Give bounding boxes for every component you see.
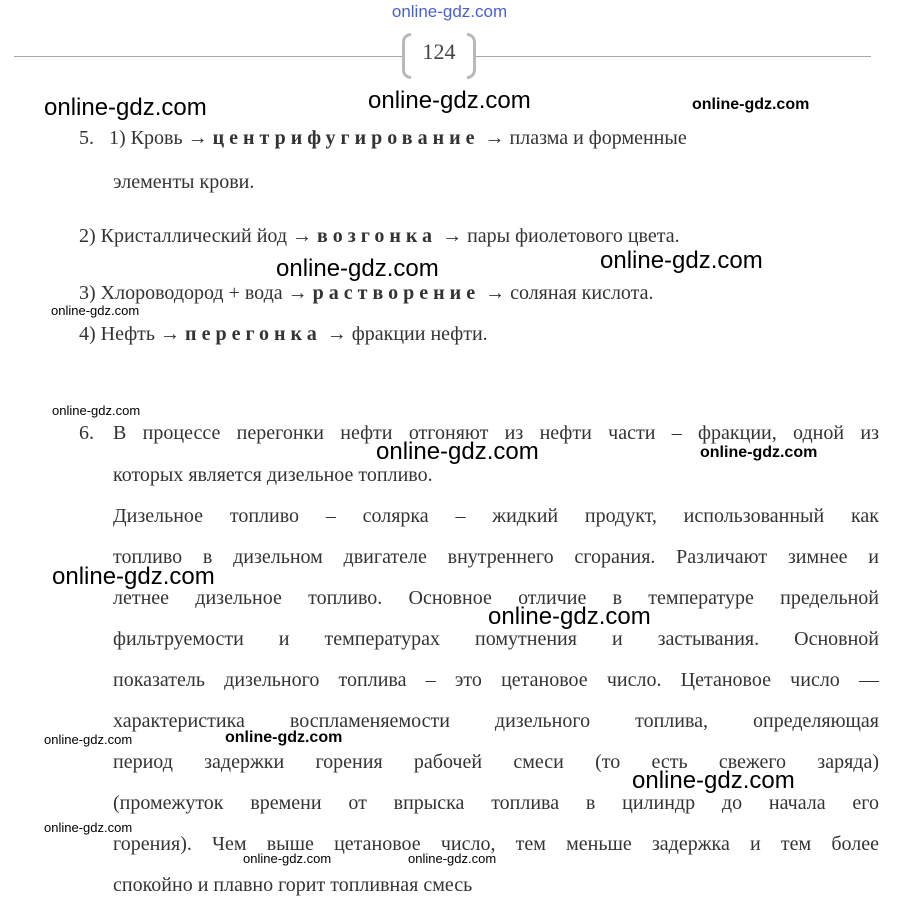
item6-line: (промежуток времени от впрыска топлива в цилиндр до начала его [113, 792, 879, 814]
watermark: online-gdz.com [488, 603, 651, 630]
item5-l3-pre: 3) Хлороводород + вода → [79, 282, 308, 304]
item6-line: показатель дизельного топлива – это цетановое число. Цетановое число — [113, 669, 879, 691]
item5-line4 [79, 322, 488, 346]
item5-l1-post: → плазма и форменные [484, 127, 687, 149]
watermark: online-gdz.com [52, 403, 141, 418]
watermark: online-gdz.com [243, 851, 332, 866]
item5-l4-post: → фракции нефти. [326, 323, 488, 345]
item6-line: которых является дизельное топливо. [113, 464, 433, 486]
item5-line1-cont: элементы крови. [113, 171, 255, 193]
item6-line: В процессе перегонки нефти отгоняют из нефти части – фракции, одной из [113, 422, 879, 444]
item5-line3 [79, 281, 654, 305]
watermark: online-gdz.com [44, 820, 133, 835]
page-number-frame [402, 33, 476, 79]
item5-line2 [79, 224, 680, 248]
top-site-watermark: online-gdz.com [391, 2, 508, 21]
item6-line: фильтруемости и температурах помутнения и застывания. Основной [113, 628, 879, 650]
watermark: online-gdz.com [368, 87, 531, 114]
header-rule-left [14, 56, 402, 57]
item5-line1 [79, 126, 687, 150]
item5-l2-post: → пары фиолетового цвета. [442, 225, 680, 247]
watermark: online-gdz.com [51, 303, 140, 318]
item5-l4-pre: 4) Нефть → [79, 323, 181, 345]
item6-line: горения). Чем выше цетановое число, тем меньше задержка и тем более [113, 833, 879, 855]
item5-number: 5. [79, 127, 94, 149]
item6-line: спокойно и плавно горит топливная смесь [113, 874, 473, 896]
item6-number: 6. [79, 422, 94, 444]
watermark: online-gdz.com [225, 729, 343, 746]
watermark: online-gdz.com [700, 444, 818, 461]
item6-line: топливо в дизельном двигателе внутреннего сгорания. Различают зимнее и [113, 546, 879, 568]
item5-l2-process: возгонка [317, 225, 438, 247]
page-number: 124 [422, 39, 456, 64]
item6-line: Дизельное топливо – солярка – жидкий продукт, использованный как [113, 505, 879, 527]
watermark: online-gdz.com [44, 732, 133, 747]
watermark: online-gdz.com [44, 94, 207, 121]
watermark: online-gdz.com [692, 96, 810, 113]
item5-l1-pre: 1) Кровь → [109, 127, 208, 149]
watermark: online-gdz.com [376, 438, 539, 465]
watermark: online-gdz.com [52, 563, 215, 590]
item5-l3-post: → соляная кислота. [485, 282, 654, 304]
item5-l1-process: центрифугирование [212, 127, 480, 149]
item6-line: характеристика воспламеняемости дизельного топлива, определяющая [113, 710, 879, 732]
watermark: online-gdz.com [632, 767, 795, 794]
item5-l3-process: растворение [312, 282, 481, 304]
watermark: online-gdz.com [600, 247, 763, 274]
header-rule-right [476, 56, 871, 57]
watermark: online-gdz.com [276, 255, 439, 282]
item6-line: период задержки горения рабочей смеси (то есть свежего заряда) [113, 751, 879, 773]
item5-l2-pre: 2) Кристаллический йод → [79, 225, 313, 247]
item6-line: летнее дизельное топливо. Основное отличие в температуре предельной [113, 587, 879, 609]
item5-l4-process: перегонка [185, 323, 322, 345]
watermark: online-gdz.com [408, 851, 497, 866]
